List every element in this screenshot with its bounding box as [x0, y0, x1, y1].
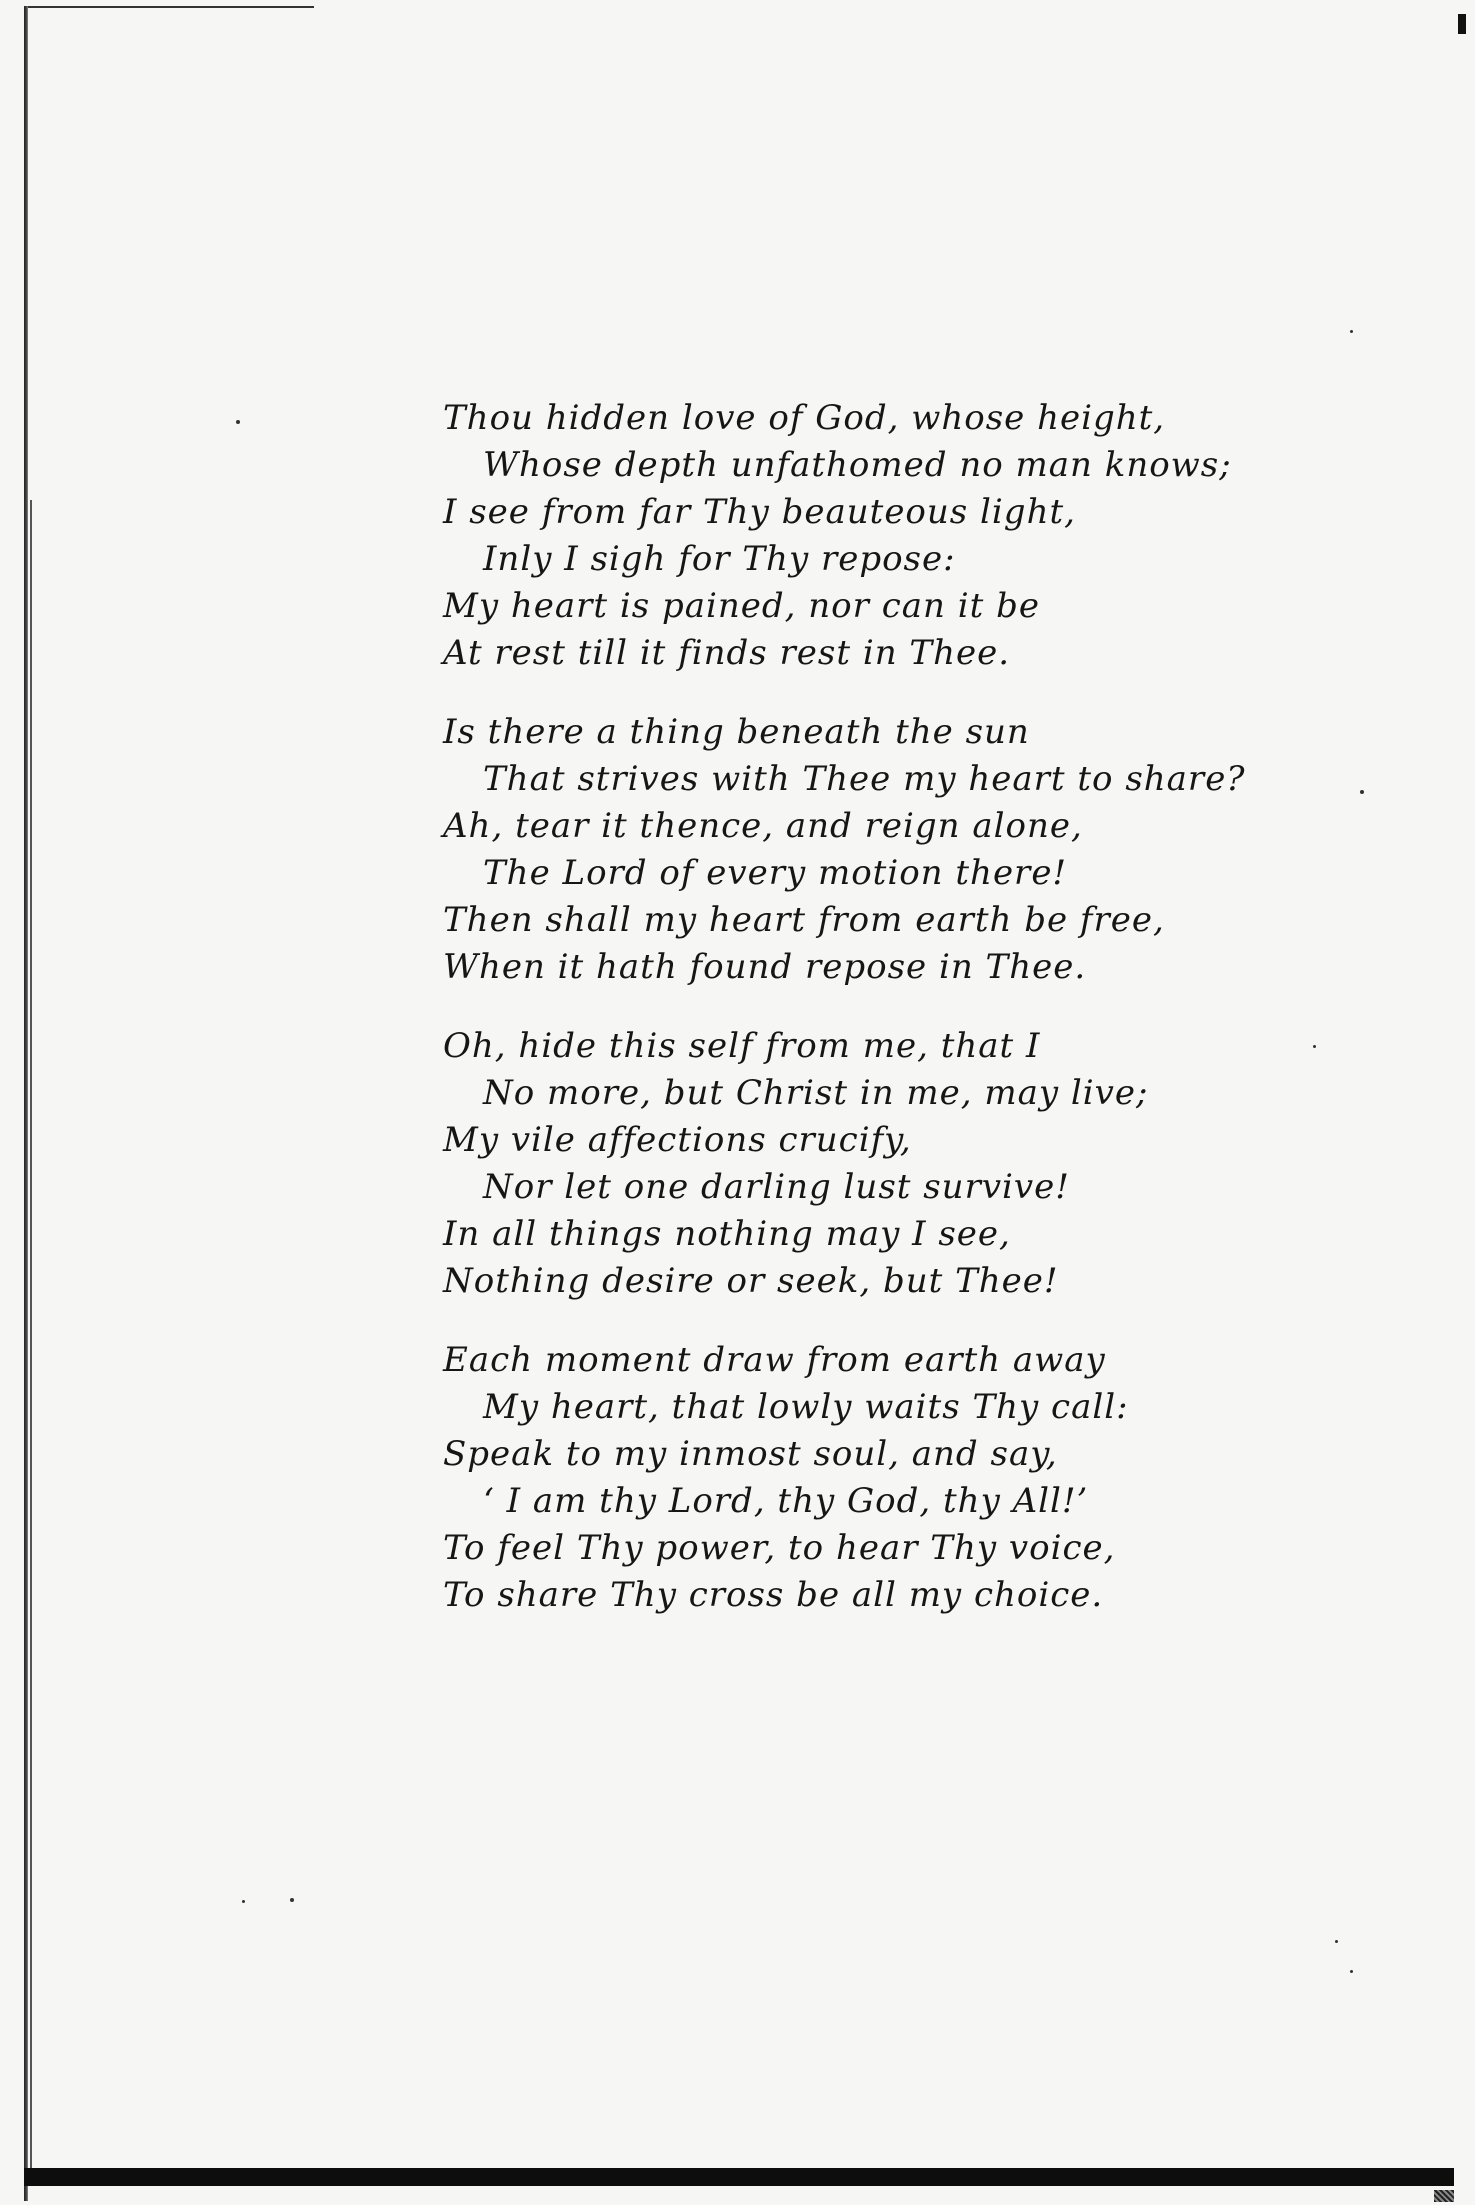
- poem-line: Inly I sigh for Thy repose:: [483, 539, 956, 579]
- poem-line: Speak to my inmost soul, and say,: [443, 1434, 1058, 1474]
- poem-line: That strives with Thee my heart to share?: [483, 759, 1246, 799]
- poem-line: To share Thy cross be all my choice.: [443, 1575, 1104, 1615]
- poem-line: In all things nothing may I see,: [443, 1214, 1011, 1254]
- bottom-border-bar: [24, 2168, 1454, 2186]
- poem-line: Thou hidden love of God, whose height,: [443, 398, 1166, 438]
- dust-speck: [1360, 790, 1364, 794]
- stanza-3: [443, 1023, 1343, 1305]
- poem-line: Each moment draw from earth away: [443, 1340, 1106, 1380]
- poem-line: Nothing desire or seek, but Thee!: [443, 1261, 1059, 1301]
- poem-line: I see from far Thy beauteous light,: [443, 492, 1076, 532]
- poem-line: My vile affections crucify,: [443, 1120, 912, 1160]
- dust-speck: [236, 420, 240, 424]
- poem-line: ‘ I am thy Lord, thy God, thy All!’: [483, 1481, 1089, 1521]
- poem-line: To feel Thy power, to hear Thy voice,: [443, 1528, 1116, 1568]
- corner-scan-mark: [1458, 14, 1466, 34]
- dust-speck: [290, 1898, 294, 1902]
- left-binding-edge: [24, 6, 28, 2201]
- dust-speck: [1335, 1940, 1338, 1943]
- poem-line: Is there a thing beneath the sun: [443, 712, 1030, 752]
- poem-line: My heart, that lowly waits Thy call:: [483, 1387, 1129, 1427]
- poem-line: Oh, hide this self from me, that I: [443, 1026, 1041, 1066]
- poem-line: At rest till it finds rest in Thee.: [443, 633, 1011, 673]
- poem-line: The Lord of every motion there!: [483, 853, 1068, 893]
- poem-line: Ah, tear it thence, and reign alone,: [443, 806, 1083, 846]
- stanza-1: [443, 395, 1343, 677]
- poem-line: When it hath found repose in Thee.: [443, 947, 1087, 987]
- stanza-2: [443, 709, 1343, 991]
- poem-line: My heart is pained, nor can it be: [443, 586, 1040, 626]
- stanza-4: [443, 1337, 1343, 1619]
- left-binding-shadow: [30, 500, 32, 2180]
- top-border-rule: [24, 6, 314, 8]
- poem-line: Nor let one darling lust survive!: [483, 1167, 1070, 1207]
- dust-speck: [1350, 1970, 1353, 1973]
- poem-line: Whose depth unfathomed no man knows;: [483, 445, 1232, 485]
- corner-scan-mark-bottom: [1434, 2190, 1454, 2202]
- dust-speck: [1350, 330, 1353, 333]
- poem: [443, 395, 1343, 1651]
- dust-speck: [242, 1900, 245, 1903]
- poem-line: Then shall my heart from earth be free,: [443, 900, 1165, 940]
- poem-line: No more, but Christ in me, may live;: [483, 1073, 1149, 1113]
